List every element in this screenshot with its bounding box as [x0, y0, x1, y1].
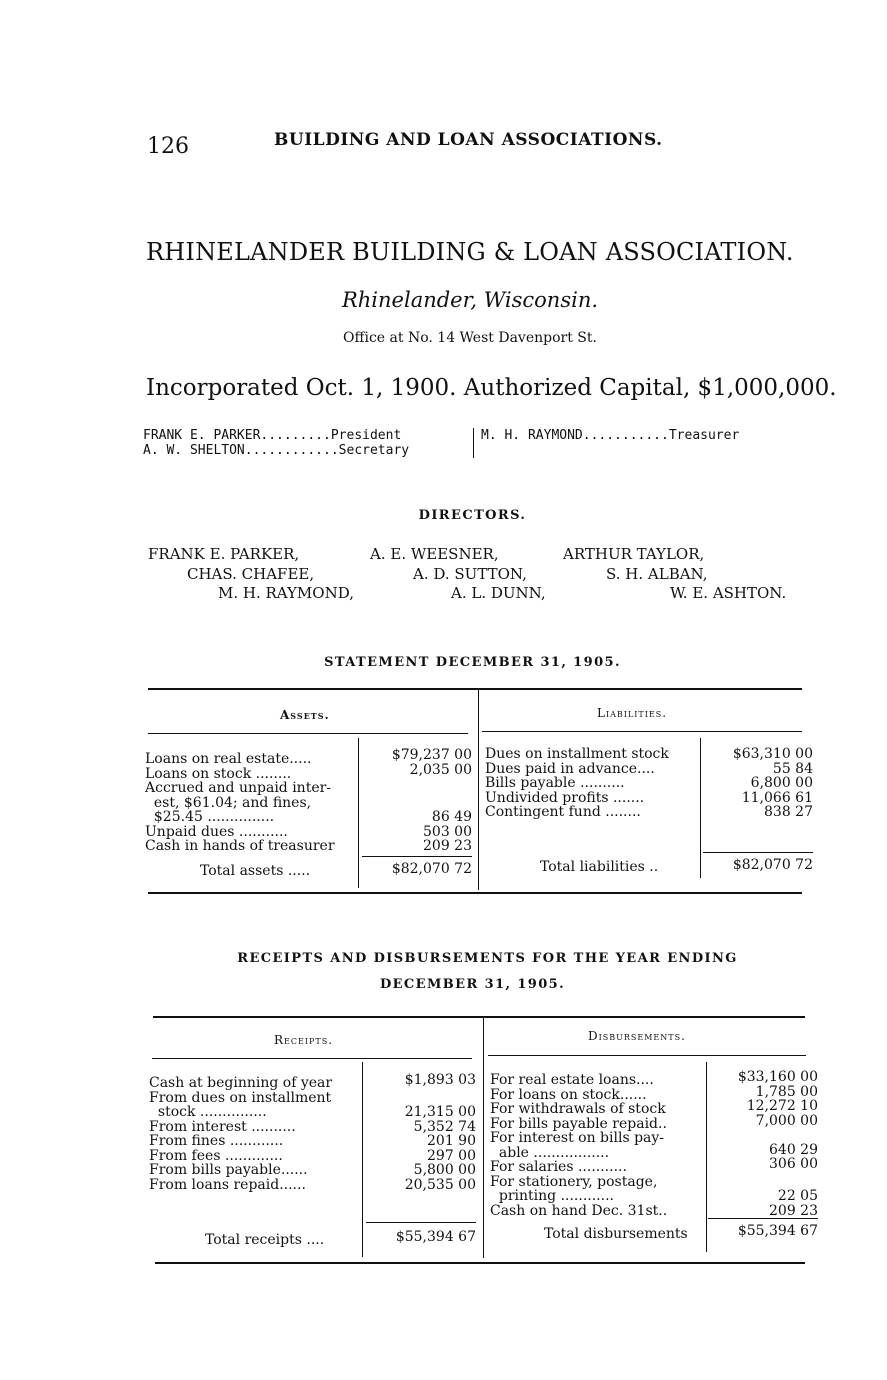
receipt-row: From interest .......... — [149, 1118, 296, 1135]
asset-amount: 86 49 — [431, 809, 472, 825]
assets-amounts — [362, 748, 472, 854]
disbursements-total-rule — [708, 1218, 818, 1219]
directors-col3-a: ARTHUR TAYLOR, — [563, 545, 705, 563]
disbursement-row: For withdrawals of stock — [490, 1101, 666, 1117]
receipt-row: From fees ............. — [149, 1147, 283, 1164]
assets-total: $82,070 72 — [391, 861, 472, 877]
asset-row: Accrued and unpaid inter- — [145, 780, 332, 796]
liability-row: Dues on installment stock — [485, 746, 669, 762]
asset-row: $25.45 ............... — [145, 809, 275, 825]
statement-top-rule — [148, 688, 802, 690]
liability-row: Bills payable .......... — [485, 775, 625, 791]
asset-row: Loans on real estate..... — [145, 751, 312, 767]
liabilities-amount-rule — [700, 738, 701, 878]
officer-treasurer: M. H. RAYMOND...........Treasurer — [481, 428, 740, 443]
receipt-row: From bills payable...... — [149, 1162, 308, 1178]
assets-amount-rule — [358, 738, 359, 888]
statement-heading: STATEMENT DECEMBER 31, 1905. — [324, 655, 621, 670]
disbursement-row: For real estate loans.... — [490, 1072, 654, 1088]
disbursement-amount: 1,785 00 — [755, 1083, 818, 1100]
disbursements-total-label: Total disbursements — [544, 1226, 688, 1242]
assets-total-label: Total assets ..... — [200, 863, 311, 879]
receipts-total: $55,394 67 — [395, 1229, 476, 1245]
disbursement-amount: 12,272 10 — [746, 1098, 818, 1114]
disbursements-label: Disbursements. — [588, 1029, 686, 1043]
disbursement-amount — [708, 1128, 818, 1143]
asset-amount: 209 23 — [423, 838, 472, 854]
receipts-amount-rule — [362, 1062, 363, 1257]
receipt-row: stock ............... — [149, 1104, 267, 1120]
association-location: Rhinelander, Wisconsin. — [341, 288, 599, 312]
receipts-center-rule — [483, 1018, 484, 1258]
disbursements-amount-rule — [706, 1062, 707, 1252]
directors-col2-a: A. E. WEESNER, — [370, 545, 499, 563]
disbursement-amount: 640 29 — [769, 1141, 818, 1158]
asset-amount: 503 00 — [423, 823, 472, 840]
liabilities-labels — [485, 747, 669, 820]
disbursements-head-rule — [488, 1055, 806, 1056]
liability-row: Dues paid in advance.... — [485, 760, 655, 777]
association-name: RHINELANDER BUILDING & LOAN ASSOCIATION. — [146, 238, 794, 266]
receipt-row: From loans repaid...... — [149, 1176, 306, 1193]
disbursement-row: For stationery, postage, — [490, 1173, 658, 1190]
liability-amount: $63,310 00 — [732, 746, 813, 762]
disbursement-row: For interest on bills pay- — [490, 1130, 665, 1146]
assets-labels — [145, 752, 335, 854]
incorporation-line: Incorporated Oct. 1, 1900. Authorized Capital, $1,000,000. — [146, 375, 837, 401]
disbursements-total: $55,394 67 — [737, 1223, 818, 1239]
disbursement-amount: $33,160 00 — [737, 1069, 818, 1085]
receipt-amount: 20,535 00 — [404, 1176, 476, 1193]
statement-bottom-rule — [148, 892, 802, 894]
liability-amount: 6,800 00 — [750, 775, 813, 791]
liabilities-amounts — [703, 747, 813, 820]
receipts-amounts — [366, 1073, 476, 1192]
directors-col2-b: A. D. SUTTON, — [413, 565, 527, 583]
liabilities-total-rule — [703, 852, 813, 853]
assets-total-rule — [362, 856, 472, 857]
directors-col1-c: M. H. RAYMOND, — [218, 584, 354, 602]
officers-left — [143, 428, 409, 458]
receipt-row: From fines ............ — [149, 1133, 284, 1149]
officers-divider — [473, 428, 474, 458]
receipts-heading-2: DECEMBER 31, 1905. — [379, 977, 566, 992]
receipt-amount: 201 90 — [427, 1133, 476, 1149]
disbursement-row: able ................. — [490, 1144, 610, 1161]
liability-amount: 55 84 — [772, 760, 813, 777]
disbursement-amount: 306 00 — [769, 1156, 818, 1172]
asset-row: Loans on stock ........ — [145, 765, 292, 782]
officer-secretary: A. W. SHELTON............Secretary — [143, 443, 410, 458]
directors-col1-b: CHAS. CHAFEE, — [187, 565, 315, 583]
receipts-bottom-rule — [155, 1262, 805, 1264]
receipts-labels — [149, 1076, 332, 1192]
disbursement-row: For salaries ........... — [490, 1159, 627, 1175]
disbursements-amounts — [708, 1070, 818, 1218]
disbursement-row: printing ............ — [490, 1188, 614, 1204]
assets-label: Assets. — [280, 708, 330, 722]
officers-right — [481, 428, 739, 443]
receipts-top-rule — [153, 1016, 805, 1018]
office-address: Office at No. 14 West Davenport St. — [343, 330, 597, 346]
disbursement-amount — [708, 1172, 818, 1187]
receipt-amount: 5,800 00 — [413, 1162, 476, 1178]
directors-col2-c: A. L. DUNN, — [451, 584, 546, 602]
disbursements-labels — [490, 1073, 667, 1218]
directors-col3-b: S. H. ALBAN, — [606, 565, 708, 583]
disbursement-row: Cash on hand Dec. 31st.. — [490, 1202, 668, 1219]
receipt-amount: 5,352 74 — [413, 1118, 476, 1135]
liability-row: Contingent fund ........ — [485, 804, 641, 820]
directors-col1-a: FRANK E. PARKER, — [148, 545, 300, 563]
liability-amount: 11,066 61 — [741, 789, 813, 806]
directors-heading: DIRECTORS. — [418, 508, 527, 523]
disbursement-amount: 7,000 00 — [755, 1112, 818, 1129]
receipt-row: Cash at beginning of year — [149, 1075, 333, 1091]
liabilities-head-rule — [482, 731, 802, 732]
receipt-amount: $1,893 03 — [404, 1072, 476, 1088]
asset-amount — [362, 792, 472, 807]
asset-amount — [362, 777, 472, 792]
disbursement-row: For bills payable repaid.. — [490, 1115, 667, 1132]
asset-row: est, $61.04; and fines, — [145, 794, 312, 811]
receipt-amount — [366, 1088, 476, 1103]
liabilities-total: $82,070 72 — [732, 857, 813, 873]
receipt-row: From dues on installment — [149, 1089, 332, 1106]
receipts-total-rule — [366, 1222, 476, 1223]
receipts-head-rule — [152, 1058, 472, 1059]
receipts-total-label: Total receipts .... — [205, 1232, 325, 1248]
disbursement-amount: 22 05 — [777, 1188, 818, 1204]
assets-head-rule — [148, 733, 468, 734]
asset-amount: $79,237 00 — [391, 747, 472, 763]
liabilities-label: Liabilities. — [597, 706, 668, 720]
liability-row: Undivided profits ....... — [485, 789, 645, 806]
liabilities-total-label: Total liabilities .. — [540, 859, 659, 875]
directors-col3-c: W. E. ASHTON. — [670, 584, 787, 602]
running-title: BUILDING AND LOAN ASSOCIATIONS. — [274, 130, 663, 150]
disbursement-row: For loans on stock...... — [490, 1086, 647, 1103]
asset-row: Cash in hands of treasurer — [145, 838, 335, 854]
asset-amount: 2,035 00 — [409, 761, 472, 778]
receipts-heading-1: RECEIPTS AND DISBURSEMENTS FOR THE YEAR ENDING — [237, 951, 738, 966]
disbursement-amount: 209 23 — [769, 1202, 818, 1219]
liability-amount: 838 27 — [764, 804, 813, 820]
officer-president: FRANK E. PARKER.........President — [143, 428, 402, 443]
receipt-amount: 297 00 — [427, 1147, 476, 1164]
asset-row: Unpaid dues ........... — [145, 823, 288, 840]
page-number: 126 — [147, 134, 189, 159]
receipts-label: Receipts. — [274, 1033, 334, 1047]
receipt-amount: 21,315 00 — [404, 1104, 476, 1120]
statement-center-rule — [478, 690, 479, 890]
